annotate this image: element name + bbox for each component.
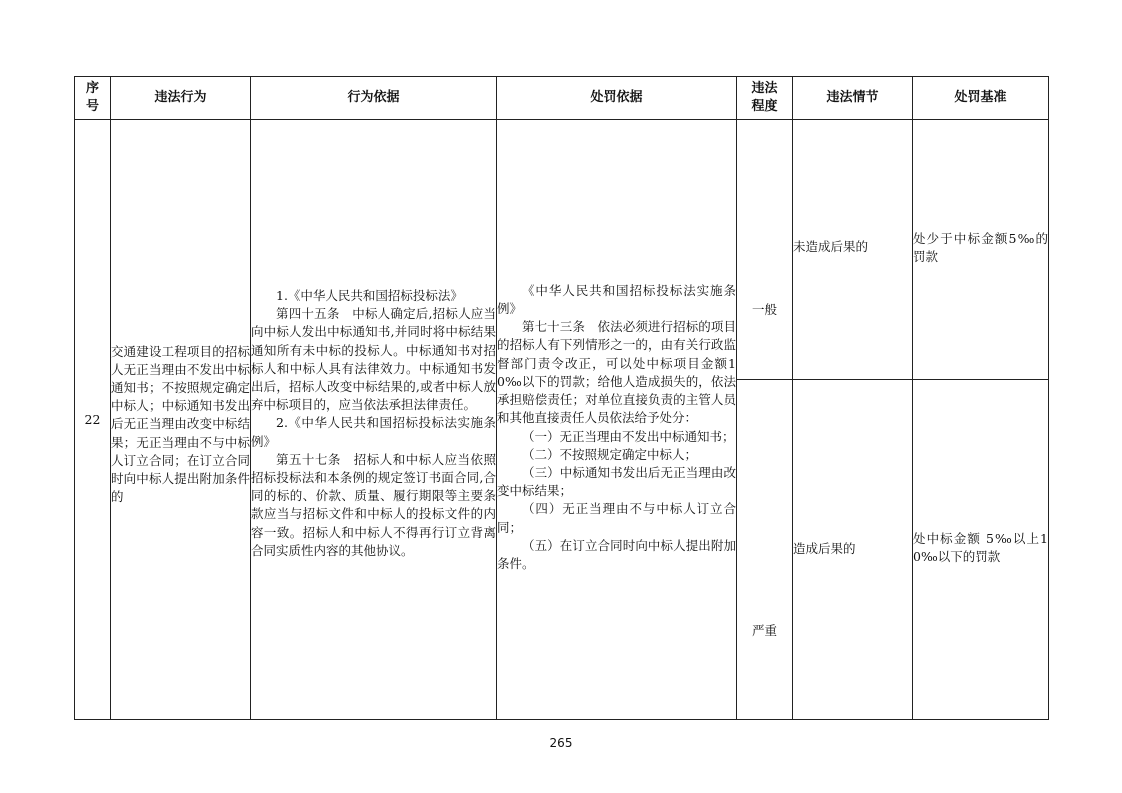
text-paragraph: 《中华人民共和国招标投标法实施条例》: [497, 282, 736, 317]
penalty-basis-cell: [497, 120, 737, 720]
row-seq: 22: [75, 120, 111, 720]
header-seq: 序号: [75, 77, 111, 120]
header-violation: 违法行为: [111, 77, 251, 120]
circumstance-serious: 造成后果的: [793, 380, 913, 720]
text-paragraph: 1.《中华人民共和国招标投标法》: [276, 287, 463, 303]
violation-text: 交通建设工程项目的招标人无正当理由不发出中标通知书；不按照规定确定中标人；中标通知书发出后无正当理由改变中标结果；无正当理由不与中标人订立合同；在订立合同时向中标人提出附加条件的: [111, 343, 250, 505]
text-paragraph: 第五十七条 招标人和中标人应当依照招标投标法和本条例的规定签订书面合同,合同的标的、价款、质量、履行期限等主要条款应当与招标文件和中标人的投标文件的内容一致。招标人和中标人不得再行订立背离合同实质性内容的其他协议。: [251, 451, 496, 558]
penalty-table: [74, 76, 1049, 720]
text-paragraph: 第七十三条 依法必须进行招标的项目的招标人有下列情形之一的，由有关行政监督部门责令改正，可以处中标项目金额10‰以下的罚款；给他人造成损失的，依法承担赔偿责任；对单位直接负责的主管人员和其他直接责任人员依法给予处分：: [497, 319, 736, 426]
basis-cell: [251, 120, 497, 720]
text-paragraph: （二）不按照规定确定中标人；: [522, 446, 698, 462]
header-basis: 行为依据: [251, 77, 497, 120]
text-paragraph: （一）无正当理由不发出中标通知书；: [522, 428, 735, 444]
header-degree: 违法程度: [737, 77, 793, 120]
text-paragraph: 2.《中华人民共和国招标投标法实施条例》: [251, 415, 496, 449]
penalty-basis-text: [497, 266, 736, 573]
standard-serious: 处中标金额 5‰以上10‰以下的罚款: [913, 380, 1049, 720]
header-row: [75, 77, 1049, 120]
table-row: [75, 120, 1049, 380]
header-penalty-basis: 处罚依据: [497, 77, 737, 120]
basis-text: [251, 279, 496, 560]
header-circumstance: 违法情节: [793, 77, 913, 120]
degree-general: 一般: [737, 120, 793, 380]
standard-general: 处少于中标金额5‰的罚款: [913, 120, 1049, 380]
text-paragraph: 第四十五条 中标人确定后,招标人应当向中标人发出中标通知书,并同时将中标结果通知所有未中标的投标人。中标通知书对招标人和中标人具有法律效力。中标通知书发出后，招标人改变中标结果的,或者中标人放弃中标项目的，应当依法承担法律责任。: [251, 306, 496, 413]
circumstance-general: 未造成后果的: [793, 120, 913, 380]
header-standard: 处罚基准: [913, 77, 1049, 120]
violation-cell: [111, 120, 251, 720]
degree-serious: 严重: [737, 380, 793, 720]
text-paragraph: （四）无正当理由不与中标人订立合同；: [497, 501, 736, 535]
page-number: 265: [549, 736, 573, 750]
text-paragraph: （五）在订立合同时向中标人提出附加条件。: [497, 537, 736, 571]
text-paragraph: （三）中标通知书发出后无正当理由改变中标结果；: [497, 464, 736, 499]
